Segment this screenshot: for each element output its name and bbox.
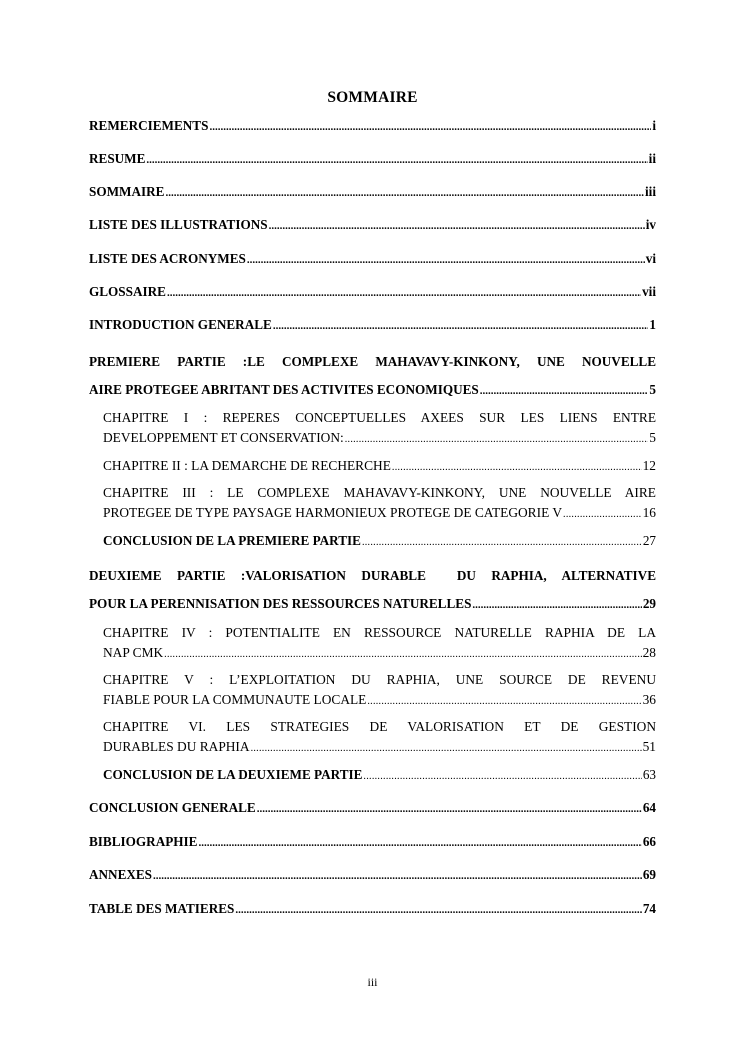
dot-leader	[165, 183, 644, 203]
toc-entry-introduction[interactable]	[89, 315, 656, 336]
dot-leader	[362, 533, 642, 553]
toc-entry-chapitre-4[interactable]	[103, 623, 656, 665]
toc-entry-page: 16	[642, 505, 656, 520]
dot-leader	[198, 833, 641, 853]
toc-entry-label-line1: CHAPITRE VI. LES STRATEGIES DE VALORISATION ET DE GESTION	[103, 719, 656, 734]
toc-entry-label: CONCLUSION DE LA DEUXIEME PARTIE	[103, 767, 363, 782]
toc-entry-label-line1: CHAPITRE IV : POTENTIALITE EN RESSOURCE NATURELLE RAPHIA DE LA	[103, 625, 656, 640]
toc-entry-page: 12	[642, 458, 656, 473]
toc-entry-label-line2: NAP CMK	[103, 645, 164, 660]
dot-leader	[363, 767, 641, 787]
dot-leader	[247, 250, 645, 270]
dot-leader	[257, 799, 642, 819]
toc-entry-page: 5	[649, 430, 656, 445]
toc-entry-label-line2: POUR LA PERENNISATION DES RESSOURCES NATURELLES	[89, 596, 472, 611]
toc-entry-liste-illustrations[interactable]	[89, 215, 656, 236]
toc-entry-page: ii	[648, 151, 656, 166]
toc-entry-label: RESUME	[89, 151, 146, 166]
toc-entry-label: BIBLIOGRAPHIE	[89, 834, 198, 849]
dot-leader	[167, 283, 641, 303]
toc-entry-sommaire[interactable]	[89, 182, 656, 203]
toc-entry-chapitre-1[interactable]	[103, 408, 656, 450]
toc-entry-page: 64	[642, 800, 656, 815]
dot-leader	[164, 645, 641, 665]
page-title: SOMMAIRE	[327, 89, 418, 106]
toc-entry-label-line1: DEUXIEME PARTIE :VALORISATION DURABLE DU RAPHIA, ALTERNATIVE	[89, 568, 656, 583]
toc-entry-label-line2: AIRE PROTEGEE ABRITANT DES ACTIVITES ECONOMIQUES	[89, 382, 479, 397]
toc-entry-page: 27	[642, 533, 656, 548]
toc-entry-glossaire[interactable]	[89, 282, 656, 303]
dot-leader	[153, 866, 642, 886]
toc-entry-page: i	[652, 118, 656, 133]
toc-entry-page: 66	[642, 834, 656, 849]
toc-entry-label: LISTE DES ILLUSTRATIONS	[89, 217, 268, 232]
toc-entry-label: CHAPITRE II : LA DEMARCHE DE RECHERCHE	[103, 458, 391, 473]
toc-entry-remerciements[interactable]	[89, 116, 656, 137]
toc-entry-page: 5	[649, 382, 656, 397]
toc-entry-label-line2: PROTEGEE DE TYPE PAYSAGE HARMONIEUX PROTEGE DE CATEGORIE V	[103, 505, 563, 520]
dot-leader	[345, 430, 649, 450]
toc-entry-label: TABLE DES MATIERES	[89, 901, 235, 916]
dot-leader	[269, 216, 645, 236]
toc-entry-page: 74	[642, 901, 656, 916]
toc-entry-label-line2: DURABLES DU RAPHIA	[103, 739, 250, 754]
toc-entry-table-matieres[interactable]	[89, 899, 656, 920]
toc-entry-page: vi	[645, 251, 656, 266]
dot-leader	[472, 591, 641, 619]
toc-entry-page: 1	[649, 317, 656, 332]
dot-leader	[209, 117, 651, 137]
dot-leader	[235, 900, 641, 920]
toc-entry-page: 29	[642, 596, 656, 611]
toc-entry-page: 28	[642, 645, 656, 660]
toc-entry-label: GLOSSAIRE	[89, 284, 166, 299]
toc-entry-chapitre-3[interactable]	[103, 483, 656, 525]
dot-leader	[146, 150, 647, 170]
toc-entry-label: CONCLUSION DE LA PREMIERE PARTIE	[103, 533, 361, 548]
toc-entry-label: SOMMAIRE	[89, 184, 165, 199]
toc-entry-liste-acronymes[interactable]	[89, 249, 656, 270]
toc-entry-label-line1: PREMIERE PARTIE :LE COMPLEXE MAHAVAVY-KINKONY, UNE NOUVELLE	[89, 354, 656, 369]
toc-entry-label: LISTE DES ACRONYMES	[89, 251, 246, 266]
toc-entry-page: 63	[642, 767, 656, 782]
toc-entry-page: 51	[642, 739, 656, 754]
dot-leader	[563, 505, 642, 525]
toc-entry-label-line1: CHAPITRE I : REPERES CONCEPTUELLES AXEES SUR LES LIENS ENTRE	[103, 410, 656, 425]
dot-leader	[480, 377, 649, 405]
toc-entry-label-line2: DEVELOPPEMENT ET CONSERVATION:	[103, 430, 344, 445]
toc-entry-partie-2[interactable]	[89, 562, 656, 619]
toc-entry-bibliographie[interactable]	[89, 832, 656, 853]
toc-entry-chapitre-6[interactable]	[103, 717, 656, 759]
dot-leader	[367, 692, 641, 712]
toc-entry-page: iii	[645, 184, 656, 199]
dot-leader	[392, 458, 642, 478]
dot-leader	[273, 316, 649, 336]
toc-entry-label-line1: CHAPITRE V : L’EXPLOITATION DU RAPHIA, UNE SOURCE DE REVENU	[103, 672, 656, 687]
toc-entry-label-line1: CHAPITRE III : LE COMPLEXE MAHAVAVY-KINKONY, UNE NOUVELLE AIRE	[103, 485, 656, 500]
toc-entry-page: vii	[642, 284, 656, 299]
toc-entry-chapitre-5[interactable]	[103, 670, 656, 712]
toc-entry-page: 36	[642, 692, 656, 707]
toc-entry-conclusion-generale[interactable]	[89, 798, 656, 819]
toc-entry-partie-1[interactable]	[89, 348, 656, 405]
toc-entry-page: 69	[642, 867, 656, 882]
toc-entry-chapitre-2[interactable]	[103, 456, 656, 478]
footer-page-number: iii	[367, 975, 378, 989]
toc-entry-annexes[interactable]	[89, 865, 656, 886]
toc-entry-page: iv	[645, 217, 656, 232]
toc-entry-label: REMERCIEMENTS	[89, 118, 209, 133]
toc-entry-conclusion-partie-1[interactable]	[103, 531, 656, 553]
toc-entry-label: INTRODUCTION GENERALE	[89, 317, 272, 332]
dot-leader	[251, 739, 642, 759]
toc-entry-resume[interactable]	[89, 149, 656, 170]
toc-entry-label: CONCLUSION GENERALE	[89, 800, 256, 815]
toc-entry-conclusion-partie-2[interactable]	[103, 765, 656, 787]
toc-entry-label-line2: FIABLE POUR LA COMMUNAUTE LOCALE	[103, 692, 367, 707]
toc-entry-label: ANNEXES	[89, 867, 153, 882]
